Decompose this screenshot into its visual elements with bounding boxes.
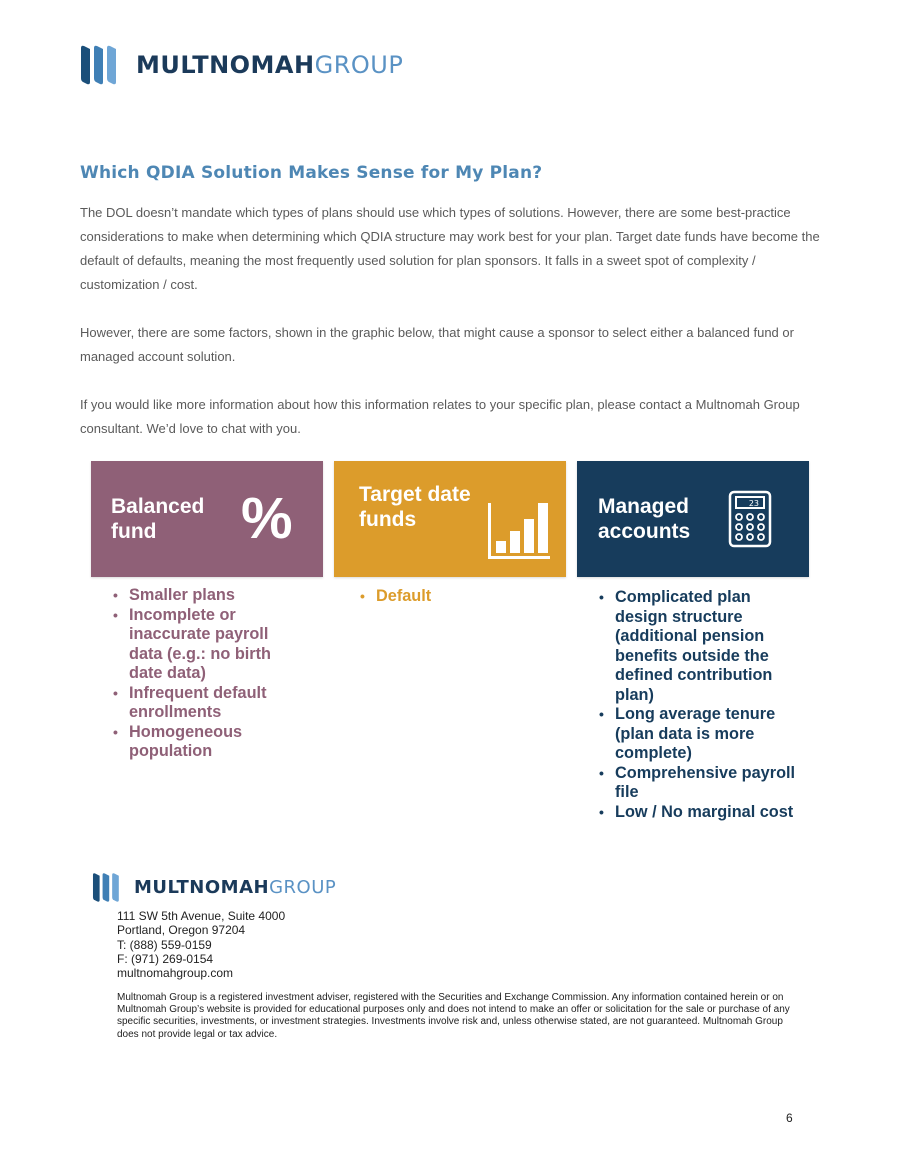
footer-contact (117, 909, 285, 980)
paragraph-factors: However, there are some factors, shown in the graphic below, that might cause a sponsor to select either a balanced fund or managed account solution. (80, 325, 794, 364)
paragraph-intro: The DOL doesn’t mandate which types of plans should use which types of solutions. However, there are some best-practice considerations to make when determining which QDIA structure may work best for your plan. Target date funds have become the default of defaults, meaning the most frequently used solution for plan sponsors. It falls in a sweet spot of complexity / customization / cost. (80, 205, 820, 292)
balanced-fund-title (111, 494, 204, 544)
page-title: Which QDIA Solution Makes Sense for My Plan? (80, 163, 543, 183)
footer-brand-light: GROUP (269, 877, 337, 898)
target-date-funds-title (359, 482, 471, 532)
logo-mark-icon (80, 44, 120, 86)
target-date-funds-list (358, 587, 548, 607)
percent-icon: % (241, 486, 293, 551)
fax-number: F: (971) 269-0154 (117, 951, 214, 966)
balanced-fund-title-line1: Balanced (111, 495, 205, 518)
phone-number: T: (888) 559-0159 (117, 937, 212, 952)
list-item: • Incomplete or inaccurate payroll data (e.g.: no birth date data) (111, 606, 296, 684)
list-item: • Default (358, 587, 548, 607)
bar-chart-icon (486, 501, 552, 561)
managed-accounts-title-line1: Managed (598, 495, 690, 518)
managed-accounts-list (597, 588, 807, 822)
header-logo (80, 44, 403, 86)
address-line1: 111 SW 5th Avenue, Suite 4000 (117, 909, 286, 923)
paragraph-contact: If you would like more information about how this information relates to your specific plan, please contact a Multnomah Group consultant. We’d love to chat with you. (80, 397, 800, 436)
logo-mark-icon (92, 872, 122, 903)
list-item: • Smaller plans (111, 586, 296, 606)
list-item: • Long average tenure (plan data is more complete) (597, 705, 807, 764)
balanced-fund-title-line2: fund (111, 520, 157, 543)
managed-accounts-title (598, 494, 690, 544)
managed-accounts-box (577, 461, 809, 577)
page-number: 6 (786, 1111, 793, 1125)
managed-accounts-title-line2: accounts (598, 520, 691, 543)
target-date-funds-title-line2: funds (359, 508, 417, 531)
target-date-funds-title-line1: Target date (359, 483, 471, 506)
header-brand-bold: MULTNOMAH (136, 51, 315, 79)
calculator-icon (728, 490, 772, 548)
list-item: • Homogeneous population (111, 723, 296, 762)
footer-logo (92, 872, 336, 903)
calculator-display-text: 23 (748, 499, 759, 508)
list-item: • Complicated plan design structure (additional pension benefits outside the defined contribution plan) (597, 588, 807, 705)
balanced-fund-list (111, 586, 296, 762)
header-brand-light: GROUP (314, 51, 404, 79)
list-item: • Low / No marginal cost (597, 803, 807, 823)
footer-brand-bold: MULTNOMAH (134, 877, 270, 898)
address-line2: Portland, Oregon 97204 (117, 923, 246, 938)
target-date-funds-box (334, 461, 566, 577)
list-item: • Comprehensive payroll file (597, 764, 807, 803)
list-item: • Infrequent default enrollments (111, 684, 296, 723)
balanced-fund-box (91, 461, 323, 577)
website-link[interactable]: multnomahgroup.com (117, 966, 234, 981)
disclaimer: Multnomah Group is a registered investment adviser, registered with the Securities and Exchange Commission. Any information contained herein or on Multnomah Group’s website is provided for educational purposes only and does not intend to make an offer or solicitation for the sale or purchase of any specific securities, investments, or investment strategies. Investments involve risk and, unless otherwise stated, are not guaranteed. Multnomah Group does not provide legal or tax advice. (117, 992, 790, 1040)
footer-brand (134, 877, 336, 898)
header-brand (136, 51, 403, 79)
